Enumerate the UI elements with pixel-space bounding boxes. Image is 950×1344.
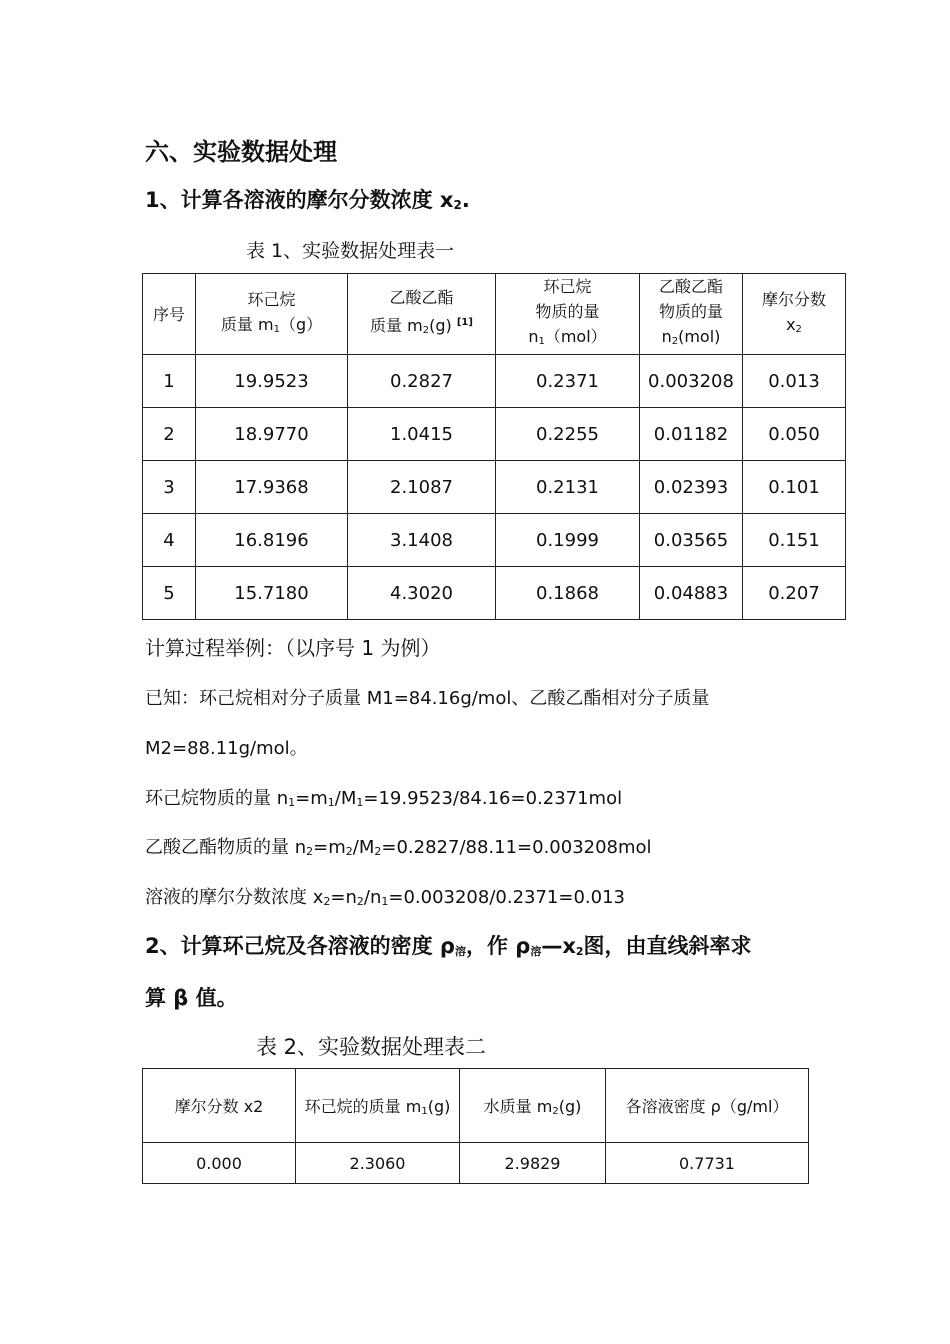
step2-d: 图，由直线斜率求 [583, 934, 752, 958]
formula-n1-s3: 1 [356, 796, 364, 809]
known-line-2: M2=88.11g/mol。 [145, 738, 308, 759]
header-n1-line1: 环己烷 [543, 277, 592, 296]
header-n1-line2: 物质的量 [535, 302, 600, 321]
cell-m1: 15.7180 [196, 567, 348, 620]
header-n1-line3 [496, 324, 639, 354]
step2-s1: 溶 [454, 945, 466, 958]
formula-x2-d: =0.003208/0.2371=0.013 [388, 887, 625, 908]
formula-n1-s2: 1 [327, 796, 335, 809]
cell-index: 1 [143, 355, 196, 408]
cell-m2: 1.0415 [348, 408, 496, 461]
header-n2-unit: (mol) [678, 327, 721, 346]
step2-b: ，作 ρ [465, 934, 531, 958]
header-x2 [743, 274, 846, 355]
section-title: 六、实验数据处理 [145, 138, 337, 166]
header-n1-unit: （mol） [544, 327, 607, 346]
cell-m1: 18.9770 [196, 408, 348, 461]
cell-index: 5 [143, 567, 196, 620]
formula-n2-a: 乙酸乙酯物质的量 n [145, 837, 307, 858]
known-line-1: 已知：环己烷相对分子质量 M1=84.16g/mol、乙酸乙酯相对分子质量 [145, 688, 710, 709]
header-n1-sub: 1 [538, 336, 545, 347]
header-n1 [496, 274, 640, 355]
t2-header-m2-unit: (g) [558, 1097, 582, 1116]
formula-n1 [145, 784, 622, 810]
t2-header-m1-label: 环己烷的质量 m [304, 1097, 422, 1116]
cell-m2: 2.1087 [348, 461, 496, 514]
table-row [143, 408, 846, 461]
footnote-ref[interactable]: [1] [456, 317, 473, 328]
cell-index: 3 [143, 461, 196, 514]
cell-n1: 0.2131 [496, 461, 640, 514]
t2-header-m2-sub: 2 [552, 1106, 559, 1117]
formula-n1-a: 环己烷物质的量 n [145, 788, 289, 809]
header-m1-line2 [196, 312, 347, 342]
table2-header-row [143, 1069, 809, 1143]
cell-n2: 0.02393 [640, 461, 743, 514]
table1-header-row [143, 274, 846, 355]
cell-n2: 0.03565 [640, 514, 743, 567]
formula-x2-s3: 1 [381, 895, 389, 908]
cell-index: 4 [143, 514, 196, 567]
formula-n1-b: =m [295, 788, 328, 809]
cell-m2: 4.3020 [348, 567, 496, 620]
cell-n2: 0.01182 [640, 408, 743, 461]
cell-m2: 3.1408 [348, 514, 496, 567]
formula-n2 [145, 833, 652, 859]
header-m2 [348, 274, 496, 355]
cell-n1: 0.2255 [496, 408, 640, 461]
header-x2-line1: 摩尔分数 [761, 289, 826, 309]
step1-heading-sub: 2 [453, 198, 462, 212]
header-x2-sub: 2 [795, 323, 802, 335]
formula-x2-s1: 2 [323, 895, 331, 908]
header-m1 [196, 274, 348, 355]
step2-s3: 2 [575, 945, 584, 958]
header-n1-label: n [528, 327, 539, 346]
formula-n2-c: /M [352, 837, 375, 858]
cell-n2: 0.04883 [640, 567, 743, 620]
header-n2-line1: 乙酸乙酯 [658, 277, 723, 296]
cell-m1: 17.9368 [196, 461, 348, 514]
cell-index: 2 [143, 408, 196, 461]
t2-cell-m2: 2.9829 [460, 1143, 606, 1184]
formula-n1-c: /M [334, 788, 357, 809]
formula-n1-d: =19.9523/84.16=0.2371mol [363, 788, 623, 809]
table2 [142, 1068, 809, 1184]
cell-n1: 0.2371 [496, 355, 640, 408]
formula-x2-a: 溶液的摩尔分数浓度 x [145, 887, 324, 908]
header-m2-label: 质量 m [370, 316, 423, 335]
step2-heading-line2: 算 β 值。 [145, 986, 238, 1010]
cell-x2: 0.101 [743, 461, 846, 514]
step1-heading-end: . [461, 188, 470, 212]
formula-n2-s3: 2 [374, 845, 382, 858]
t2-header-m1 [296, 1069, 460, 1143]
table1-caption: 表 1、实验数据处理表一 [246, 240, 455, 262]
header-m2-line2 [348, 310, 495, 343]
step2-heading [145, 930, 752, 960]
cell-x2: 0.050 [743, 408, 846, 461]
header-n2-line3 [640, 324, 742, 354]
t2-header-rho: 各溶液密度 ρ（g/ml） [606, 1069, 809, 1143]
cell-n1: 0.1868 [496, 567, 640, 620]
cell-n1: 0.1999 [496, 514, 640, 567]
header-m1-label: 质量 m [220, 314, 274, 334]
formula-n2-b: =m [313, 837, 346, 858]
step2-s2: 溶 [530, 945, 542, 958]
header-index: 序号 [143, 274, 196, 355]
formula-x2-b: =n [330, 887, 357, 908]
cell-n2: 0.003208 [640, 355, 743, 408]
formula-x2-s2: 2 [356, 895, 364, 908]
t2-cell-x2: 0.000 [143, 1143, 296, 1184]
header-x2-label: x [786, 314, 796, 334]
cell-x2: 0.013 [743, 355, 846, 408]
step1-heading-text: 1、计算各溶液的摩尔分数浓度 x [145, 188, 454, 212]
header-m2-sub: 2 [422, 325, 430, 336]
formula-n1-s1: 1 [288, 796, 296, 809]
table1 [142, 273, 846, 620]
step2-a: 2、计算环己烷及各溶液的密度 ρ [145, 934, 455, 958]
header-n2-sub: 2 [671, 336, 679, 347]
header-m2-line1: 乙酸乙酯 [389, 288, 454, 307]
calc-example-title: 计算过程举例：（以序号 1 为例） [145, 636, 441, 660]
table-row [143, 567, 846, 620]
header-m2-unit: (g) [429, 316, 452, 335]
cell-m1: 16.8196 [196, 514, 348, 567]
header-n2 [640, 274, 743, 355]
step2-c: —x [541, 934, 576, 958]
cell-m1: 19.9523 [196, 355, 348, 408]
table-row [143, 461, 846, 514]
header-x2-line2 [743, 312, 845, 342]
formula-n2-d: =0.2827/88.11=0.003208mol [381, 837, 652, 858]
t2-cell-m1: 2.3060 [296, 1143, 460, 1184]
formula-n2-s1: 2 [306, 845, 314, 858]
formula-n2-s2: 2 [345, 845, 353, 858]
table-row [143, 1143, 809, 1184]
table-row [143, 514, 846, 567]
t2-header-m2-label: 水质量 m [483, 1097, 553, 1116]
step1-heading [145, 184, 470, 214]
t2-header-m2 [460, 1069, 606, 1143]
header-m1-sub: 1 [273, 323, 280, 335]
formula-x2-c: /n [363, 887, 382, 908]
cell-m2: 0.2827 [348, 355, 496, 408]
header-n2-line2: 物质的量 [658, 302, 723, 321]
t2-header-m1-sub: 1 [421, 1106, 428, 1117]
header-m1-unit: （g） [279, 314, 323, 334]
table2-caption: 表 2、实验数据处理表二 [256, 1035, 487, 1059]
header-n2-label: n [661, 327, 672, 346]
t2-header-x2: 摩尔分数 x2 [143, 1069, 296, 1143]
formula-x2 [145, 883, 625, 909]
cell-x2: 0.207 [743, 567, 846, 620]
t2-header-m1-unit: (g) [427, 1097, 451, 1116]
table-row [143, 355, 846, 408]
header-m1-line1: 环己烷 [247, 289, 296, 309]
t2-cell-rho: 0.7731 [606, 1143, 809, 1184]
cell-x2: 0.151 [743, 514, 846, 567]
